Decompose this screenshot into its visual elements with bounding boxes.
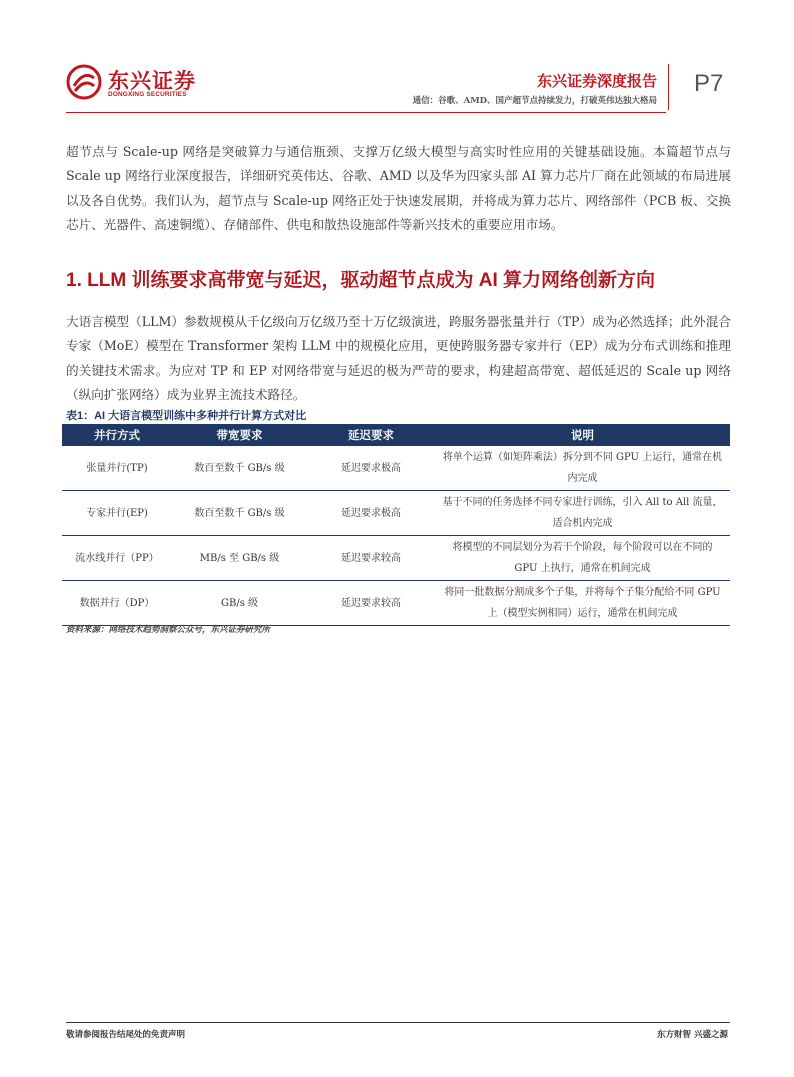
table-cell: GB/s 级 bbox=[172, 581, 307, 626]
table-caption: 表1：AI 大语言模型训练中多种并行计算方式对比 bbox=[66, 410, 307, 422]
table-cell: 将单个运算（如矩阵乘法）拆分到不同 GPU 上运行，通常在机内完成 bbox=[435, 446, 730, 491]
table-row bbox=[62, 536, 730, 581]
table-header-cell: 并行方式 bbox=[62, 424, 172, 446]
footer-slogan: 东方财智 兴盛之源 bbox=[657, 1030, 728, 1040]
logo-subtext: DONGXING SECURITIES bbox=[108, 91, 187, 98]
table-header-cell: 延迟要求 bbox=[307, 424, 435, 446]
company-logo bbox=[66, 64, 196, 104]
table-cell: 数据并行（DP） bbox=[62, 581, 172, 626]
logo-mark-icon bbox=[66, 64, 102, 100]
page-number: P7 bbox=[694, 70, 724, 97]
table-cell: 延迟要求极高 bbox=[307, 491, 435, 536]
table-cell: 张量并行(TP) bbox=[62, 446, 172, 491]
table-row bbox=[62, 581, 730, 626]
header-divider bbox=[668, 64, 669, 110]
table-source: 资料来源：网络技术趋势洞察公众号，东兴证券研究所 bbox=[66, 625, 271, 635]
table-row bbox=[62, 491, 730, 536]
section-title: 1. LLM 训练要求高带宽与延迟，驱动超节点成为 AI 算力网络创新方向 bbox=[66, 270, 656, 291]
intro-paragraph: 超节点与 Scale-up 网络是突破算力与通信瓶颈、支撑万亿级大模型与高实时性应用的关键基础设施。本篇超节点与 Scale up 网络行业深度报告，详细研究英伟达、谷歌、AMD 以及华为四家头部 AI 算力芯片厂商在此领域的布局进展以及各自优势。我们认为，超节点与 Scale-up 网络正处于快速发展期，并将成为算力芯片、网络部件（PCB 板、交换芯片、光器件、高速铜缆）、存储部件、供电和散热设施部件等新兴技术的重要应用市场。 bbox=[66, 144, 731, 233]
parallelism-comparison-table bbox=[62, 424, 730, 626]
page-header bbox=[0, 0, 794, 120]
header-rule bbox=[66, 112, 666, 113]
section-paragraph: 大语言模型（LLM）参数规模从千亿级向万亿级乃至十万亿级演进，跨服务器张量并行（TP）成为必然选择；此外混合专家（MoE）模型在 Transformer 架构 LLM 中的规模化应用，更使跨服务器专家并行（EP）成为分布式训练和推理的关键技术需求。为应对 TP 和 EP 对网络带宽与延迟的极为严苛的要求，构建超高带宽、超低延迟的 Scale up 网络（纵向扩张网络）成为业界主流技术路径。 bbox=[66, 314, 731, 403]
table-cell: 延迟要求较高 bbox=[307, 536, 435, 581]
table-cell: 延迟要求极高 bbox=[307, 446, 435, 491]
table-cell: 将同一批数据分割成多个子集，并将每个子集分配给不同 GPU 上（模型实例相同）运行，通常在机间完成 bbox=[435, 581, 730, 626]
table-header-cell: 说明 bbox=[435, 424, 730, 446]
report-subtitle: 通信：谷歌、AMD、国产超节点持续发力，打破英伟达独大格局 bbox=[412, 96, 657, 106]
footer-disclaimer: 敬请参阅报告结尾处的免责声明 bbox=[66, 1030, 186, 1040]
table-cell: 流水线并行（PP） bbox=[62, 536, 172, 581]
table-header-row bbox=[62, 424, 730, 446]
table-cell: 专家并行(EP) bbox=[62, 491, 172, 536]
table-header-cell: 带宽要求 bbox=[172, 424, 307, 446]
table-row bbox=[62, 446, 730, 491]
report-type: 东兴证券深度报告 bbox=[536, 73, 657, 90]
table-cell: 数百至数千 GB/s 级 bbox=[172, 446, 307, 491]
table-cell: MB/s 至 GB/s 级 bbox=[172, 536, 307, 581]
table-cell: 延迟要求较高 bbox=[307, 581, 435, 626]
logo-text: 东兴证券 bbox=[108, 70, 196, 93]
footer-rule bbox=[66, 1022, 730, 1023]
table-cell: 数百至数千 GB/s 级 bbox=[172, 491, 307, 536]
table-cell: 将模型的不同层划分为若干个阶段，每个阶段可以在不同的 GPU 上执行，通常在机间完成 bbox=[435, 536, 730, 581]
table-cell: 基于不同的任务选择不同专家进行训练，引入 All to All 流量，适合机内完成 bbox=[435, 491, 730, 536]
